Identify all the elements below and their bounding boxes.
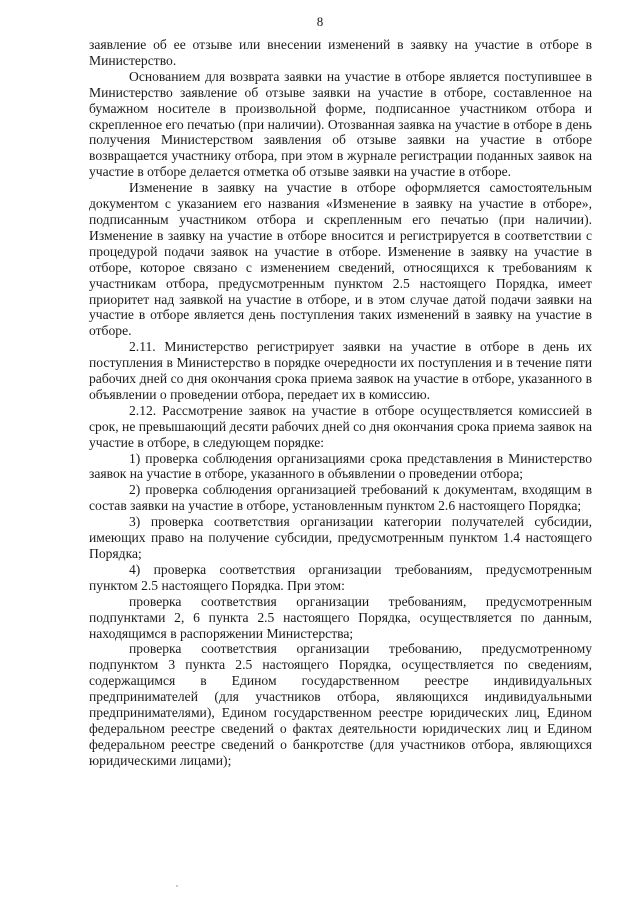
paragraph-2-12: 2.12. Рассмотрение заявок на участие в отборе осуществляется комиссией в срок, не превышающий десяти рабочих дней со дня окончания срока приема заявок на участие в отборе, в следующем порядке: — [89, 402, 592, 450]
page-number: 8 — [316, 14, 324, 29]
sub-item-check-data: проверка соответствия организации требованиям, предусмотренным подпунктами 2, 6 пункта 2.5 настоящего Порядка, осуществляется по данным, находящимся в распоряжении Министерства; — [89, 593, 592, 641]
document-body — [89, 37, 592, 769]
list-item-4: 4) проверка соответствия организации требованиям, предусмотренным пунктом 2.5 настоящего Порядка. При этом: — [89, 561, 592, 593]
list-item-2: 2) проверка соблюдения организацией требований к документам, входящим в состав заявки на участие в отборе, установленным пунктом 2.6 настоящего Порядка; — [89, 482, 592, 514]
paragraph-application-changes: Изменение в заявку на участие в отборе оформляется самостоятельным документом с указанием его названия «Изменение в заявку на участие в отборе», подписанным участником отбора и скрепленным его печатью (при наличии). Изменение в заявку на участие в отборе вносится и регистрируется в соответствии с процедурой подачи заявок на участие в отборе. Изменение в заявку на участие в отборе, которое связано с изменением сведений, относящихся к требованиям к участникам отбора, предусмотренным пунктом 2.5 настоящего Порядка, имеет приоритет над заявкой на участие в отборе, и в этом случае датой подачи заявки на участие в отборе является день поступления таких изменений в заявку на участие в отборе. — [89, 180, 592, 339]
paragraph-continuation: заявление об ее отзыве или внесении изменений в заявку на участие в отборе в Министерство. — [89, 37, 592, 68]
list-item-3: 3) проверка соответствия организации категории получателей субсидии, имеющих право на получение субсидии, предусмотренным пунктом 1.4 настоящего Порядка; — [89, 514, 592, 561]
paragraph-withdrawal-basis: Основанием для возврата заявки на участие в отборе является поступившее в Министерство заявление об отзыве заявки на участие в отборе, составленное на бумажном носителе в произвольной форме, подписанное участником отбора и скрепленное его печатью (при наличии). Отозванная заявка на участие в отборе в день получения Министерством заявления об отзыве заявки на участие в отборе возвращается участнику отбора, при этом в журнале регистрации поданных заявок на участие в отборе делается отметка об отзыве заявки на участие в отборе. — [89, 68, 592, 180]
list-item-1: 1) проверка соблюдения организациями срока представления в Министерство заявок на участие в отборе, указанного в объявлении о проведении отбора; — [89, 450, 592, 482]
sub-item-check-registries: проверка соответствия организации требованию, предусмотренному подпунктом 3 пункта 2.5 настоящего Порядка, осуществляется по сведениям, содержащимся в Едином государственном реестре индивидуальных предпринимателей (для участников отбора, являющихся индивидуальными предпринимателями), Едином государственном реестре юридических лиц, Едином федеральном реестре сведений о фактах деятельности юридических лиц и Едином федеральном реестре сведений о банкротстве (для участников отбора, являющихся юридическими лицами); — [89, 641, 592, 768]
paragraph-2-11: 2.11. Министерство регистрирует заявки на участие в отборе в день их поступления в Министерство в порядке очередности их поступления и в течение пяти рабочих дней со дня окончания срока приема заявок на участие в отборе, указанного в объявлении о проведении отбора, передает их в комиссию. — [89, 339, 592, 402]
scan-speck — [176, 885, 178, 887]
